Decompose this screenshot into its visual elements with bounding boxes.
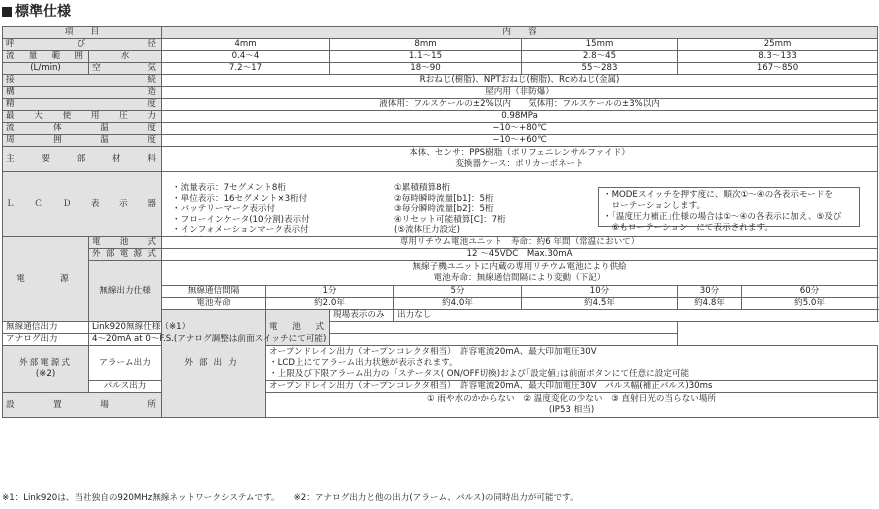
lcd-modes — [394, 183, 506, 237]
footnote-1: ※1：Link920は、当社独自の920MHz無線ネットワークシステムです。 — [2, 493, 280, 503]
life-value: 約2.0年 — [266, 298, 394, 310]
output-type: 無線通信出力 — [3, 322, 89, 334]
lcd-mode: ④リセット可能積算[C]：7桁 — [394, 214, 506, 225]
life-value: 約4.8年 — [678, 298, 742, 310]
lcd-mode: ①累積積算8桁 — [394, 183, 451, 193]
material-row — [3, 147, 878, 172]
ambient-temp-label: 周囲温度 — [3, 135, 162, 147]
output-value: Link920無線仕様（※1） — [89, 322, 678, 334]
wireless-line: 無線子機ユニットに内蔵の専用リチウム電池により供給 — [412, 262, 627, 272]
lcd-row — [3, 172, 878, 237]
flow-water-value: 2.8〜45 — [522, 51, 678, 63]
output-value: 4〜20mA at 0〜F.S.(アナログ調整は前面スイッチにて可能) — [89, 334, 678, 346]
section-heading — [2, 2, 71, 22]
power-wireless-row — [3, 261, 878, 286]
lcd-mode: (⑤流体圧力設定) — [394, 225, 460, 235]
lcd-note-line: ・｢温度圧力補正｣仕様の場合は①〜④の各表示に加え、⑤及び — [603, 212, 842, 222]
header-content: 内 容 — [162, 27, 878, 39]
bore-value: 4mm — [162, 39, 330, 51]
fluid-temp-value: −10〜+80℃ — [162, 123, 878, 135]
structure-value: 屋内用（非防爆） — [162, 87, 878, 99]
material-line: 本体、センサ：PPS樹脂（ポリフェニレンサルファイド） — [409, 148, 630, 158]
connection-row — [3, 75, 878, 87]
lcd-features — [172, 183, 310, 237]
power-external-value: 12 〜45VDC Max.30mA — [162, 249, 878, 261]
output-type: 現場表示のみ — [330, 310, 394, 322]
flow-unit-label: (L/min) — [3, 63, 89, 75]
connection-label: 接 続 — [3, 75, 162, 87]
interval-value: 5分 — [394, 286, 522, 298]
alarm-label: アラーム出力 — [89, 346, 162, 381]
accuracy-label: 精 度 — [3, 99, 162, 111]
output-type: アナログ出力 — [3, 334, 89, 346]
power-wireless-label: 無線出力仕様 — [89, 261, 162, 322]
alarm-line: オープンドレイン出力（オープンコレクタ相当） 許容電流20mA、最大印加電圧30V — [269, 346, 597, 357]
lcd-content — [162, 172, 878, 237]
lcd-feature: ・バッテリーマーク表示付 — [172, 204, 276, 214]
power-battery-row — [3, 237, 878, 249]
material-line: 変換器ケース：ポリカーボネート — [455, 159, 584, 169]
lcd-mode: ②毎時瞬時流量[b1]：5桁 — [394, 193, 494, 204]
connection-value: Rおねじ(樹脂)、NPTおねじ(樹脂)、Rcめねじ(金属) — [162, 75, 878, 87]
lcd-feature: ・流量表示：7セグメント8桁 — [172, 183, 286, 193]
alarm-value — [266, 346, 878, 381]
lcd-feature: ・インフォメーションマーク表示付 — [172, 225, 309, 235]
output-label: 外部出力 — [162, 310, 266, 418]
flow-air-value: 7.2〜17 — [162, 63, 330, 75]
lcd-note-line: ローテーションします。 — [603, 201, 706, 211]
flow-water-value: 1.1〜15 — [330, 51, 522, 63]
output-row — [3, 334, 878, 346]
lcd-mode: ③毎分瞬時流量[b2]：5桁 — [394, 204, 494, 214]
flow-air-value: 167〜850 — [678, 63, 878, 75]
structure-label: 構 造 — [3, 87, 162, 99]
output-external-label: 外部電源式 (※2) — [3, 346, 89, 393]
power-label: 電 源 — [3, 237, 89, 322]
alarm-line: ・上限及び下限アラーム出力の「ステータス( ON/OFF切換)および｢設定値｣は前面ボタンにて任意に設定可能 — [269, 368, 690, 379]
pressure-value: 0.98MPa — [162, 111, 878, 123]
interval-value: 30分 — [678, 286, 742, 298]
bore-label: 呼 び 径 — [3, 39, 162, 51]
flow-label: 流量範囲 — [3, 51, 89, 63]
bore-row — [3, 39, 878, 51]
bore-value: 15mm — [522, 39, 678, 51]
accuracy-value: 液体用：フルスケールの±2%以内 気体用：フルスケールの±3%以内 — [162, 99, 878, 111]
alarm-line: ・LCD上にてアラーム出力状態が表示されます。 — [269, 357, 458, 368]
flow-air-value: 55〜283 — [522, 63, 678, 75]
pulse-row — [3, 381, 878, 393]
interval-value: 10分 — [522, 286, 678, 298]
lcd-feature: ・フローインケータ(10分割)表示付 — [172, 214, 310, 225]
flow-air-row — [3, 63, 878, 75]
header-item: 項 目 — [3, 27, 162, 39]
interval-label: 無線通信間隔 — [162, 286, 266, 298]
life-value: 約5.0年 — [742, 298, 878, 310]
life-value: 約4.0年 — [394, 298, 522, 310]
fluid-temp-row — [3, 123, 878, 135]
interval-value: 1分 — [266, 286, 394, 298]
heading-text: 標準仕様 — [15, 4, 71, 20]
life-value: 約4.5年 — [522, 298, 678, 310]
footnote-2: ※2：アナログ出力と他の出力(アラーム、パルス)の同時出力が可能です。 — [293, 493, 579, 503]
alarm-row — [3, 346, 878, 381]
structure-row — [3, 87, 878, 99]
lcd-feature: ・単位表示：16セグメント×3桁付 — [172, 193, 308, 204]
flow-water-row — [3, 51, 878, 63]
power-battery-value: 専用リチウム電池ユニット 寿命：約6 年間（常温において） — [162, 237, 878, 249]
header-row — [3, 27, 878, 39]
pulse-value: オープンドレイン出力（オープンコレクタ相当） 許容電流20mA、最大印加電圧30V パルス幅(補正パルス)30ms — [266, 381, 878, 393]
installation-label: 設 置 場 所 — [3, 393, 162, 418]
material-label: 主要部材料 — [3, 147, 162, 172]
output-row — [3, 322, 878, 334]
bore-value: 25mm — [678, 39, 878, 51]
installation-line: (IP53 相当) — [548, 405, 595, 415]
pressure-label: 最大使用圧力 — [3, 111, 162, 123]
installation-value — [266, 393, 878, 418]
power-wireless-value — [162, 261, 878, 286]
ambient-temp-row — [3, 135, 878, 147]
lcd-label: ＬＣＤ表示器 — [3, 172, 162, 237]
air-label: 空 気 — [89, 63, 162, 75]
flow-air-value: 18〜90 — [330, 63, 522, 75]
lcd-note-box — [598, 187, 860, 233]
flow-water-value: 0.4〜4 — [162, 51, 330, 63]
life-label: 電池寿命 — [162, 298, 266, 310]
accuracy-row — [3, 99, 878, 111]
pressure-row — [3, 111, 878, 123]
power-external-label: 外部電源式 — [89, 249, 162, 261]
fluid-temp-label: 流体温度 — [3, 123, 162, 135]
flow-water-value: 8.3〜133 — [678, 51, 878, 63]
output-battery-label: 電池式 — [266, 310, 330, 346]
water-label: 水 — [89, 51, 162, 63]
spec-table — [2, 26, 878, 418]
pulse-label: パルス出力 — [89, 381, 162, 393]
lcd-note-line: ・MODEスイッチを押す度に、順次①〜④の各表示モードを — [603, 190, 834, 200]
material-value — [162, 147, 878, 172]
wireless-line: 電池寿命：無線通信間隔により変動（下記） — [433, 273, 606, 283]
bore-value: 8mm — [330, 39, 522, 51]
interval-value: 60分 — [742, 286, 878, 298]
ambient-temp-value: −10〜+60℃ — [162, 135, 878, 147]
footnotes — [2, 491, 579, 503]
installation-line: ① 雨や水のかからない ② 温度変化の少ない ③ 直射日光の当らない場所 — [426, 394, 717, 404]
power-external-row — [3, 249, 878, 261]
square-bullet-icon — [2, 7, 12, 17]
lcd-note-line: ⑥もローテーション にて表示されます。 — [603, 223, 773, 233]
output-value: 出力なし — [394, 310, 878, 322]
installation-row — [3, 393, 878, 418]
power-battery-label: 電池式 — [89, 237, 162, 249]
